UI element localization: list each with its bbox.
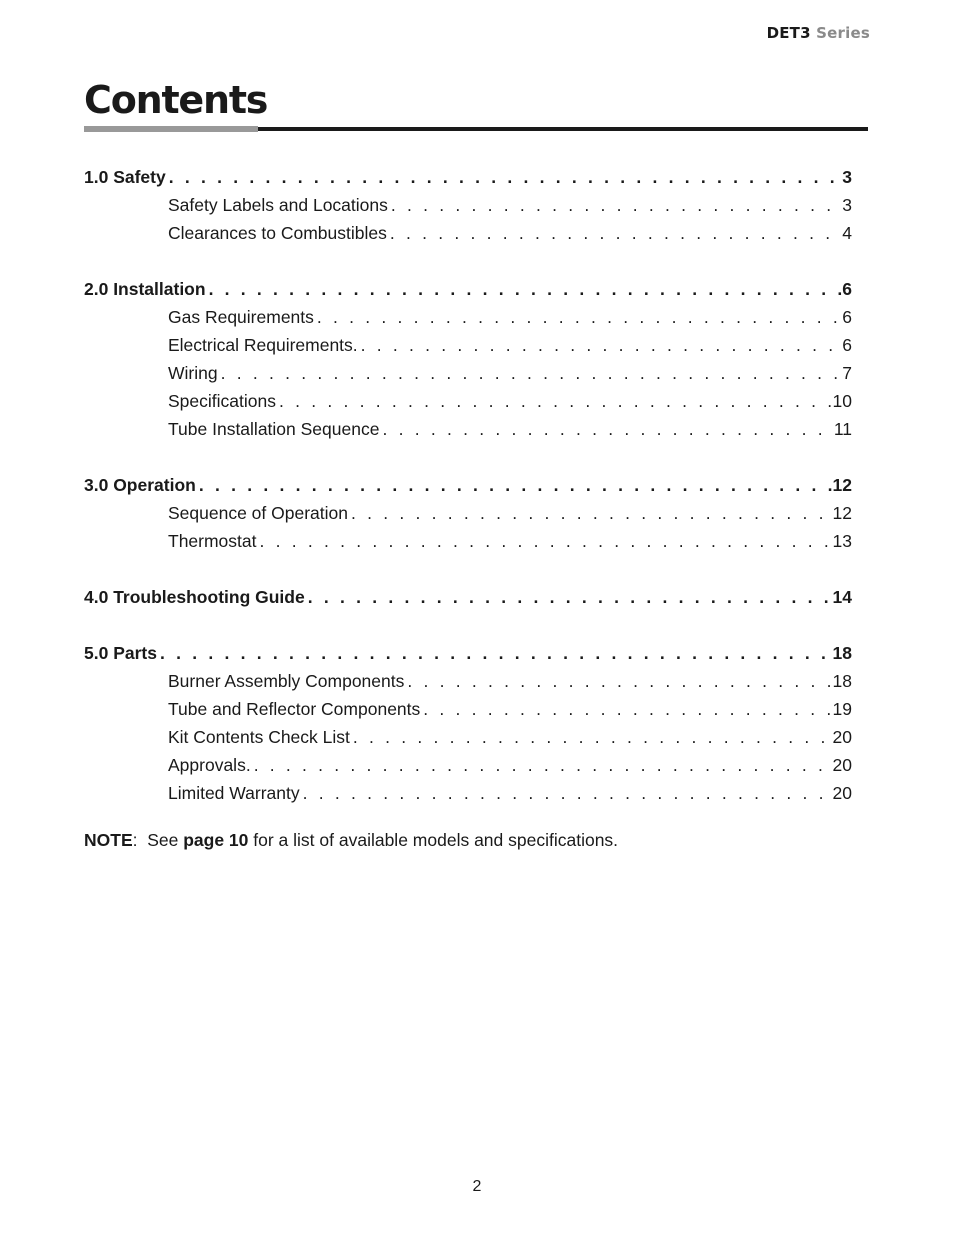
toc-entry-page: 6 xyxy=(842,307,852,327)
toc-dot-leader xyxy=(314,303,842,331)
toc-dot-leader xyxy=(358,331,843,359)
toc-entry[interactable] xyxy=(84,527,852,555)
toc-entry[interactable] xyxy=(84,779,852,807)
page-number: 2 xyxy=(472,1178,482,1195)
toc-entry-label: Gas Requirements xyxy=(168,307,314,327)
toc-entry-label: 5.0 Parts xyxy=(84,643,157,663)
toc-entry[interactable] xyxy=(84,723,852,751)
toc-entry-page: 10 xyxy=(832,391,852,411)
title-rule-accent xyxy=(84,126,258,132)
toc-entry-page: 3 xyxy=(842,167,852,187)
toc-entry-label: Safety Labels and Locations xyxy=(168,195,388,215)
header-model: DET3 xyxy=(766,24,811,42)
toc-entry[interactable] xyxy=(84,303,852,331)
toc-entry[interactable] xyxy=(84,163,852,191)
toc-entry-label: Tube Installation Sequence xyxy=(168,419,380,439)
toc-entry-label: Approvals. xyxy=(168,755,251,775)
toc-entry[interactable] xyxy=(84,191,852,219)
toc-entry[interactable] xyxy=(84,499,852,527)
toc-entry-label: Specifications xyxy=(168,391,276,411)
toc-dot-leader xyxy=(218,359,843,387)
toc-entry-page: 6 xyxy=(842,335,852,355)
title-rule-line xyxy=(258,127,868,131)
toc-entry-label: Wiring xyxy=(168,363,218,383)
toc-entry-label: 2.0 Installation xyxy=(84,279,206,299)
toc-dot-leader xyxy=(300,779,833,807)
table-of-contents xyxy=(84,163,852,807)
toc-entry-label: Burner Assembly Components xyxy=(168,671,405,691)
title-underline-rule xyxy=(84,126,868,132)
toc-entry-page: 19 xyxy=(832,699,852,719)
toc-entry-page: 20 xyxy=(832,783,852,803)
toc-dot-leader xyxy=(166,163,843,191)
toc-entry[interactable] xyxy=(84,387,852,415)
toc-dot-leader xyxy=(196,471,833,499)
header-series xyxy=(767,24,870,42)
toc-entry-label: Thermostat xyxy=(168,531,257,551)
note-page-reference[interactable]: page 10 xyxy=(183,830,249,850)
toc-entry-page: 18 xyxy=(832,671,852,691)
toc-entry-page: 20 xyxy=(832,727,852,747)
toc-entry-page: 20 xyxy=(832,755,852,775)
toc-dot-leader xyxy=(388,191,842,219)
toc-entry-label: Electrical Requirements. xyxy=(168,335,358,355)
toc-entry-page: 4 xyxy=(842,223,852,243)
toc-entry-label: Tube and Reflector Components xyxy=(168,699,421,719)
toc-entry-label: Sequence of Operation xyxy=(168,503,348,523)
toc-dot-leader xyxy=(387,219,842,247)
note-text-after: for a list of available models and specifications. xyxy=(248,830,619,850)
toc-entry[interactable] xyxy=(84,583,852,611)
toc-entry-page: 12 xyxy=(832,503,852,523)
toc-dot-leader xyxy=(379,415,833,443)
toc-entry[interactable] xyxy=(84,471,852,499)
note-text-before: : See xyxy=(132,830,184,850)
toc-dot-leader xyxy=(348,499,833,527)
toc-entry-label: Limited Warranty xyxy=(168,783,300,803)
toc-entry[interactable] xyxy=(84,275,852,303)
note-label: NOTE xyxy=(84,830,133,850)
toc-dot-leader xyxy=(257,527,833,555)
page-title: Contents xyxy=(84,78,268,122)
toc-entry-label: 4.0 Troubleshooting Guide xyxy=(84,587,305,607)
toc-entry[interactable] xyxy=(84,219,852,247)
header-series-label: Series xyxy=(816,24,870,42)
toc-entry-page: 14 xyxy=(832,587,852,607)
toc-entry-page: 6 xyxy=(842,279,852,299)
toc-dot-leader xyxy=(305,583,833,611)
toc-entry-label: 1.0 Safety xyxy=(84,167,166,187)
toc-entry-page: 18 xyxy=(832,643,852,663)
toc-entry-page: 11 xyxy=(833,419,852,439)
toc-entry[interactable] xyxy=(84,639,852,667)
toc-entry[interactable] xyxy=(84,667,852,695)
toc-dot-leader xyxy=(420,695,832,723)
toc-entry[interactable] xyxy=(84,695,852,723)
toc-entry[interactable] xyxy=(84,331,852,359)
note-paragraph xyxy=(84,826,618,854)
toc-entry[interactable] xyxy=(84,751,852,779)
toc-entry[interactable] xyxy=(84,359,852,387)
toc-entry-page: 13 xyxy=(832,531,852,551)
toc-dot-leader xyxy=(157,639,833,667)
toc-dot-leader xyxy=(276,387,833,415)
toc-entry-label: Kit Contents Check List xyxy=(168,727,350,747)
toc-dot-leader xyxy=(350,723,833,751)
toc-entry[interactable] xyxy=(84,415,852,443)
toc-dot-leader xyxy=(206,275,843,303)
toc-entry-page: 12 xyxy=(832,475,852,495)
toc-entry-label: Clearances to Combustibles xyxy=(168,223,387,243)
toc-dot-leader xyxy=(404,667,832,695)
toc-entry-page: 3 xyxy=(842,195,852,215)
toc-dot-leader xyxy=(251,751,833,779)
toc-entry-label: 3.0 Operation xyxy=(84,475,196,495)
toc-entry-page: 7 xyxy=(842,363,852,383)
